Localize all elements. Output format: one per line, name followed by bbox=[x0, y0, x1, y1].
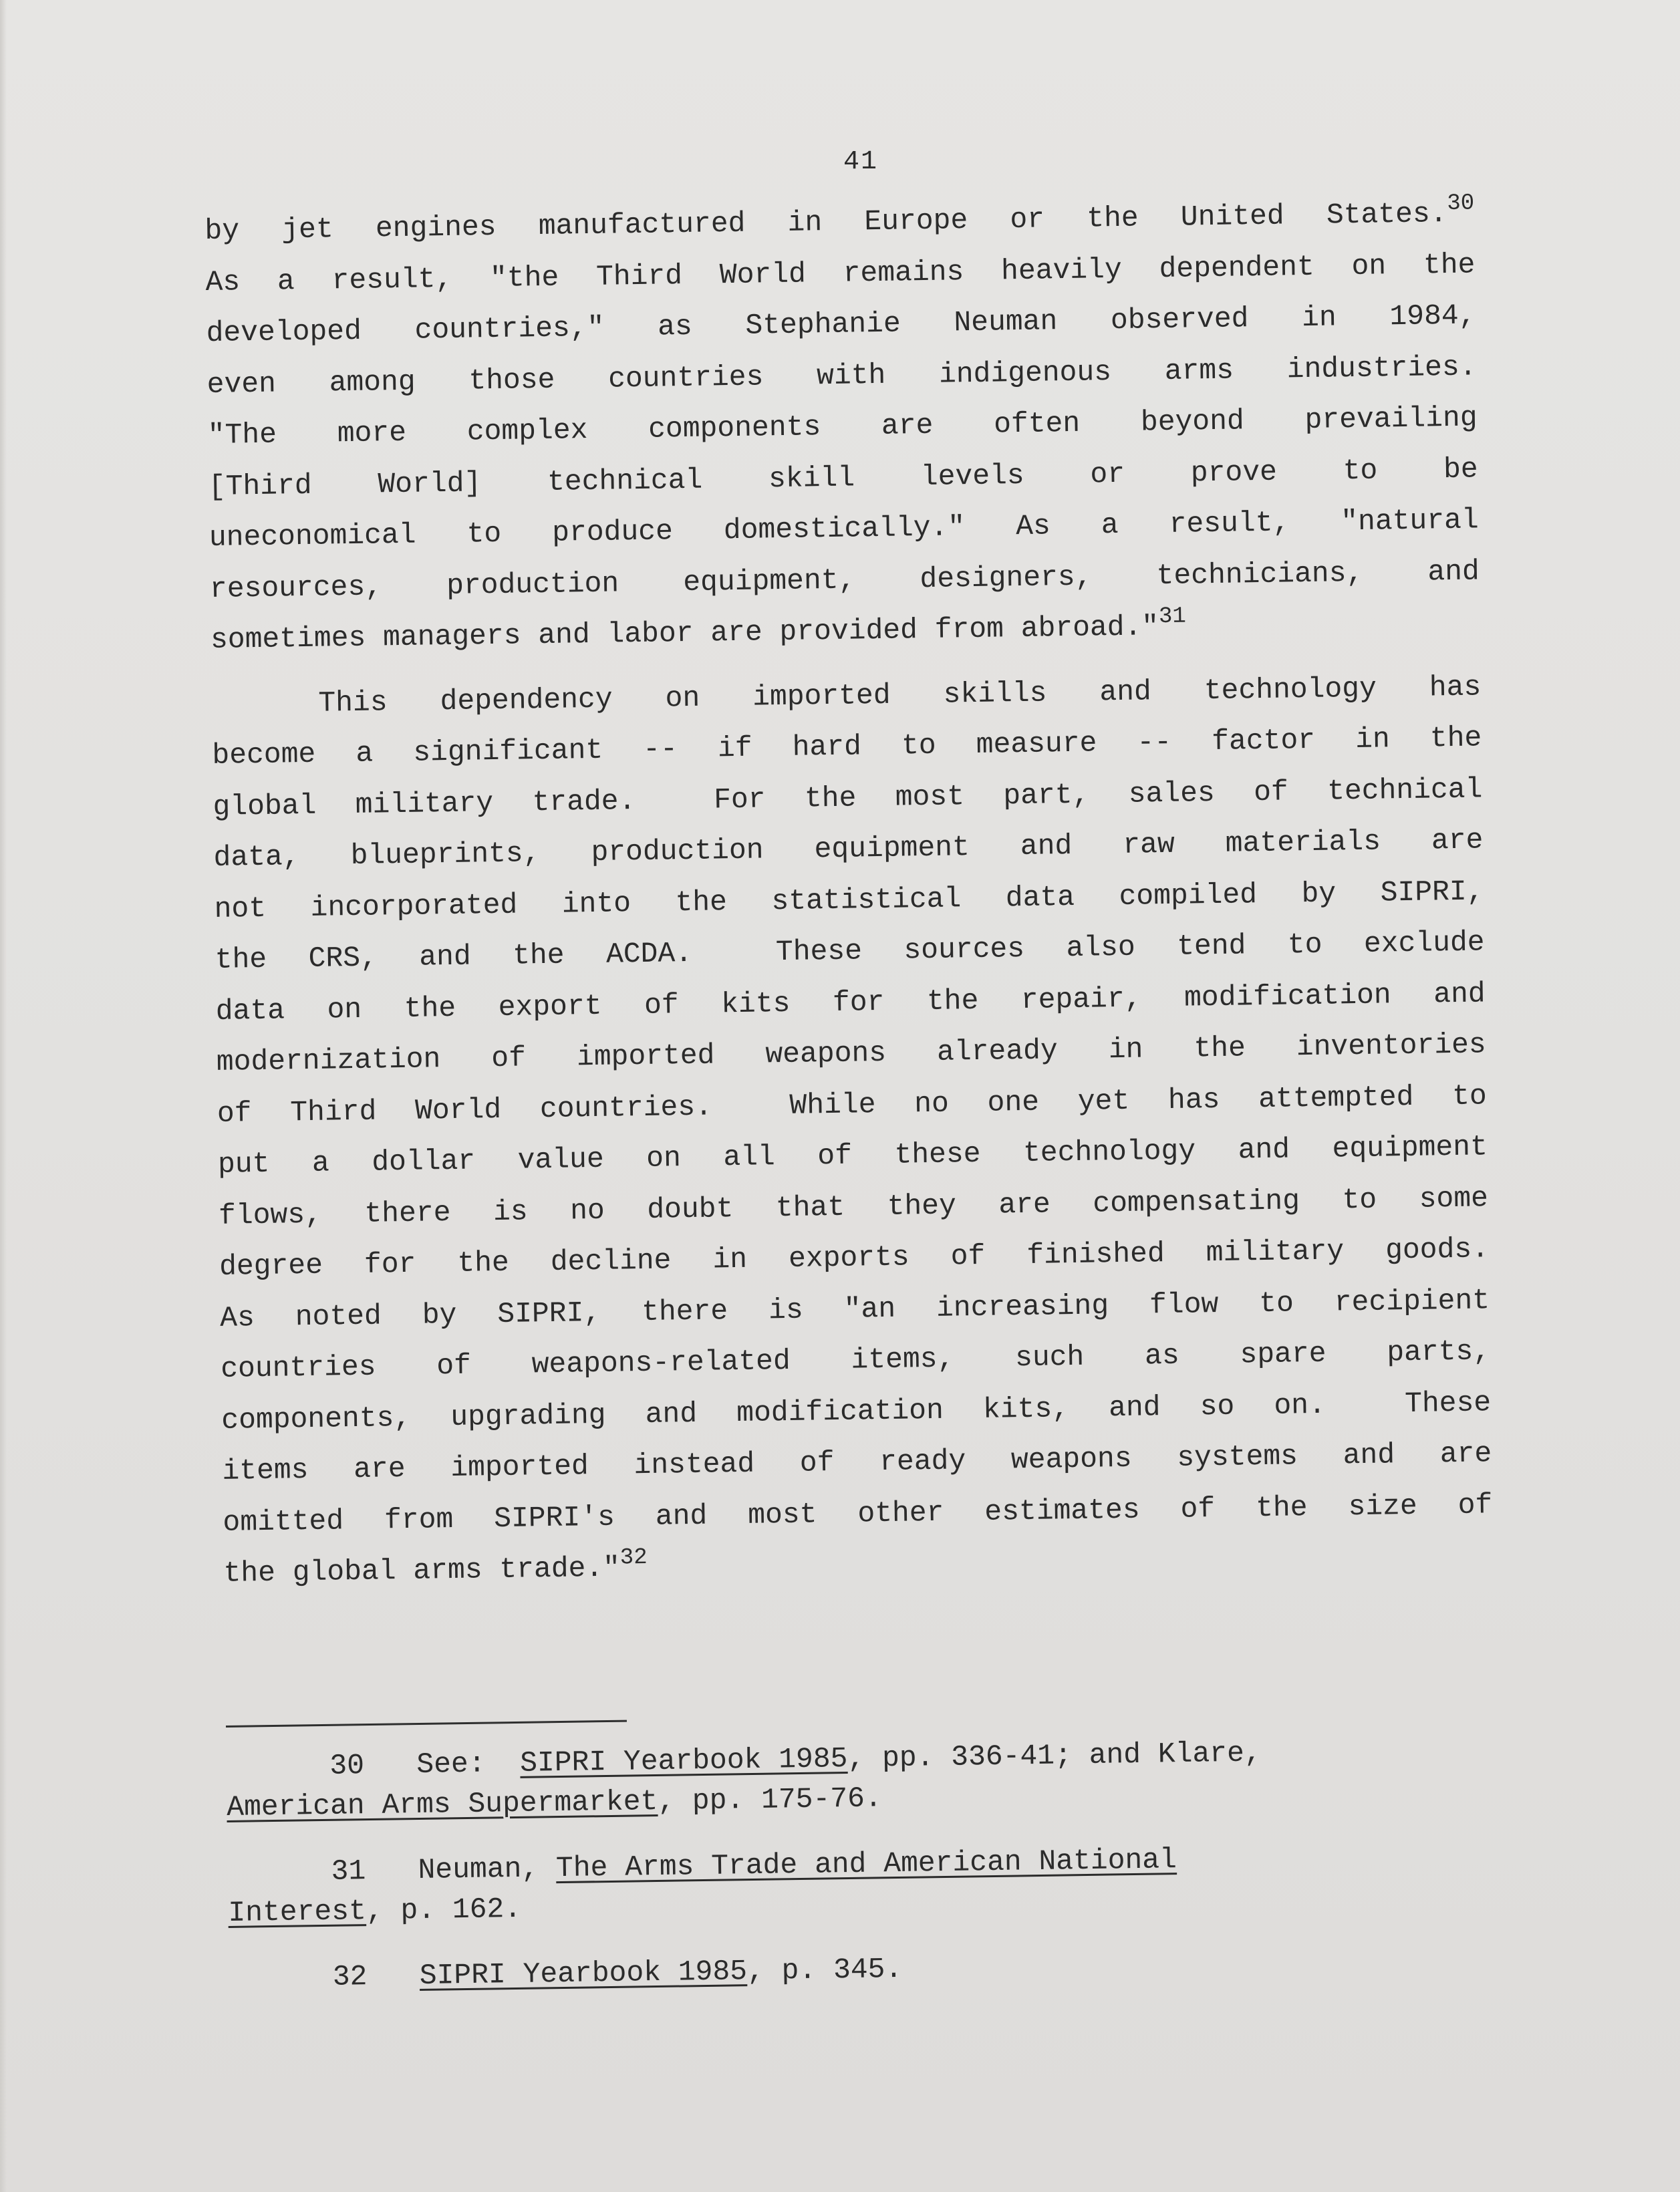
text-line: the global arms trade."$^{32}$ bbox=[223, 1544, 648, 1590]
text-line: components, upgrading and modification kits, and so on. These bbox=[221, 1385, 1492, 1437]
text-line: even among those countries with indigenous arms industries. bbox=[206, 350, 1477, 401]
citation-title: American Arms Supermarket bbox=[226, 1784, 658, 1824]
footnotes bbox=[226, 1730, 1486, 2024]
text-line: by jet engines manufactured in Europe or the United States.$^{30}$ bbox=[204, 190, 1475, 247]
footnote-30: 30 See: SIPRI Yearbook 1985, pp. 336-41; and Klare, American Arms Supermarket, pp. 175-76. bbox=[226, 1736, 1262, 1824]
citation-title: The Arms Trade and American National bbox=[555, 1843, 1177, 1885]
paragraph-1 bbox=[204, 188, 1480, 666]
footnote-ref[interactable]: 32 bbox=[619, 1544, 648, 1571]
footnote-ref[interactable]: 31 bbox=[1158, 603, 1187, 630]
text-line: flows, there is no doubt that they are compensating to some bbox=[218, 1181, 1489, 1232]
footnote-number: 30 bbox=[329, 1749, 365, 1782]
page-edge-shadow bbox=[0, 0, 7, 2192]
text-line: [Third World] technical skill levels or prove to be bbox=[208, 452, 1479, 503]
citation-title: SIPRI Yearbook 1985 bbox=[519, 1742, 848, 1780]
body-text bbox=[204, 188, 1494, 1599]
text-line: put a dollar value on all of these technology and equipment bbox=[217, 1130, 1488, 1181]
text-line: As a result, "the Third World remains heavily dependent on the bbox=[205, 247, 1476, 299]
text-line: developed countries," as Stephanie Neuman observed in 1984, bbox=[206, 299, 1476, 350]
text-line: of Third World countries. While no one yet has attempted to bbox=[217, 1079, 1488, 1130]
page-number: 41 bbox=[843, 147, 879, 177]
text-line: This dependency on imported skills and technology has bbox=[318, 670, 1482, 720]
text-line: degree for the decline in exports of finished military goods. bbox=[219, 1232, 1490, 1283]
text-line: data on the export of kits for the repair, modification and bbox=[215, 976, 1486, 1028]
footnote-ref[interactable]: 30 bbox=[1447, 190, 1475, 217]
text-line: data, blueprints, production equipment and raw materials are bbox=[213, 823, 1484, 874]
text-line: "The more complex components are often beyond prevailing bbox=[207, 401, 1478, 452]
footnote-32: 32 SIPRI Yearbook 1985, p. 345. bbox=[229, 1941, 1486, 1999]
text-line: not incorporated into the statistical data compiled by SIPRI, bbox=[214, 874, 1484, 926]
footnote-number: 32 bbox=[332, 1960, 368, 1994]
text-line: the CRS, and the ACDA. These sources also tend to exclude bbox=[215, 926, 1485, 976]
paragraph-2 bbox=[211, 662, 1494, 1599]
text-line: sometimes managers and labor are provided from abroad."$^{31}$ bbox=[210, 603, 1187, 656]
text-line: countries of weapons-related items, such as spare parts, bbox=[220, 1335, 1491, 1385]
footnote-31: 31 Neuman, The Arms Trade and American National Interest, p. 162. bbox=[228, 1843, 1177, 1929]
text-line: As noted by SIPRI, there is "an increasing flow to recipient bbox=[219, 1283, 1490, 1335]
text-line: omitted from SIPRI's and most other estimates of the size of bbox=[223, 1488, 1493, 1539]
text-line: global military trade. For the most part, sales of technical bbox=[213, 772, 1483, 823]
citation-title: SIPRI Yearbook 1985 bbox=[419, 1955, 748, 1992]
text-line: resources, production equipment, designers, technicians, and bbox=[209, 554, 1480, 605]
citation-title: Interest bbox=[228, 1895, 367, 1929]
footnote-number: 31 bbox=[331, 1855, 366, 1888]
text-line: items are imported instead of ready weapons systems and are bbox=[222, 1437, 1492, 1488]
text-line: uneconomical to produce domestically." As a result, "natural bbox=[208, 503, 1480, 554]
text-line: become a significant -- if hard to measure -- factor in the bbox=[212, 721, 1482, 772]
text-line: modernization of imported weapons already in the inventories bbox=[216, 1028, 1487, 1079]
